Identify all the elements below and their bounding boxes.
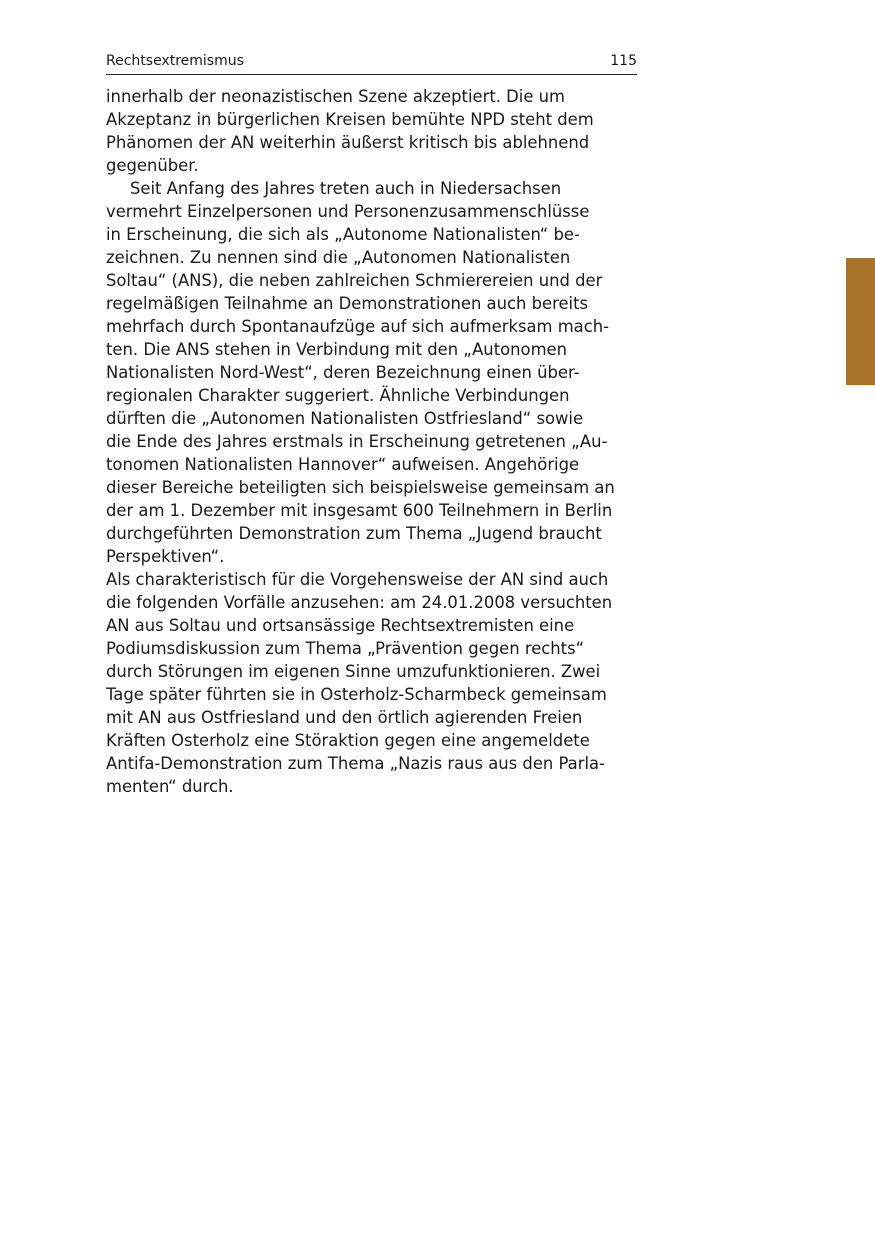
header-title: Rechtsextremismus [106,53,244,69]
text-line: Phänomen der AN weiterhin äußerst kritisch bis ablehnend [106,133,590,152]
text-line: Podiumsdiskussion zum Thema „Prävention gegen rechts“ [106,639,585,658]
text-line: tonomen Nationalisten Hannover“ aufweisen. Angehörige [106,455,580,474]
text-line: der am 1. Dezember mit insgesamt 600 Teilnehmern in Berlin [106,501,613,520]
text-line: Akzeptanz in bürgerlichen Kreisen bemühte NPD steht dem [106,110,594,129]
chapter-tab-marker [846,258,875,385]
text-line: Antifa-Demonstration zum Thema „Nazis raus aus den Parla- [106,754,605,773]
text-line: durchgeführten Demonstration zum Thema „Jugend braucht [106,524,602,543]
text-line: regionalen Charakter suggeriert. Ähnliche Verbindungen [106,386,570,405]
text-line: dürften die „Autonomen Nationalisten Ostfriesland“ sowie [106,409,584,428]
text-line: AN aus Soltau und ortsansässige Rechtsextremisten eine [106,616,575,635]
text-line: regelmäßigen Teilnahme an Demonstrationen auch bereits [106,294,589,313]
text-line: Tage später führten sie in Osterholz-Scharmbeck gemeinsam [106,685,607,704]
text-line: innerhalb der neonazistischen Szene akzeptiert. Die um [106,87,566,106]
body-text [106,85,637,798]
text-line: Nationalisten Nord-West“, deren Bezeichnung einen über- [106,363,580,382]
text-line: Perspektiven“. [106,547,225,566]
text-line: Kräften Osterholz eine Störaktion gegen eine angemeldete [106,731,590,750]
text-line: menten“ durch. [106,777,234,796]
text-line: die folgenden Vorfälle anzusehen: am 24.01.2008 versuchten [106,593,613,612]
text-line: ten. Die ANS stehen in Verbindung mit den „Autonomen [106,340,568,359]
text-line: Als charakteristisch für die Vorgehensweise der AN sind auch [106,570,609,589]
running-header [106,52,637,75]
text-line: mit AN aus Ostfriesland und den örtlich agierenden Freien [106,708,583,727]
text-line: durch Störungen im eigenen Sinne umzufunktionieren. Zwei [106,662,601,681]
text-line: mehrfach durch Spontanaufzüge auf sich aufmerksam mach- [106,317,610,336]
text-line: gegenüber. [106,156,199,175]
text-line: vermehrt Einzelpersonen und Personenzusammenschlüsse [106,202,590,221]
text-line: die Ende des Jahres erstmals in Erscheinung getretenen „Au- [106,432,608,451]
text-line: Seit Anfang des Jahres treten auch in Niedersachsen [130,179,562,198]
text-line: zeichnen. Zu nennen sind die „Autonomen Nationalisten [106,248,571,267]
page-number: 115 [610,53,637,69]
text-line: Soltau“ (ANS), die neben zahlreichen Schmierereien und der [106,271,603,290]
text-line: dieser Bereiche beteiligten sich beispielsweise gemeinsam an [106,478,615,497]
text-line: in Erscheinung, die sich als „Autonome Nationalisten“ be- [106,225,580,244]
